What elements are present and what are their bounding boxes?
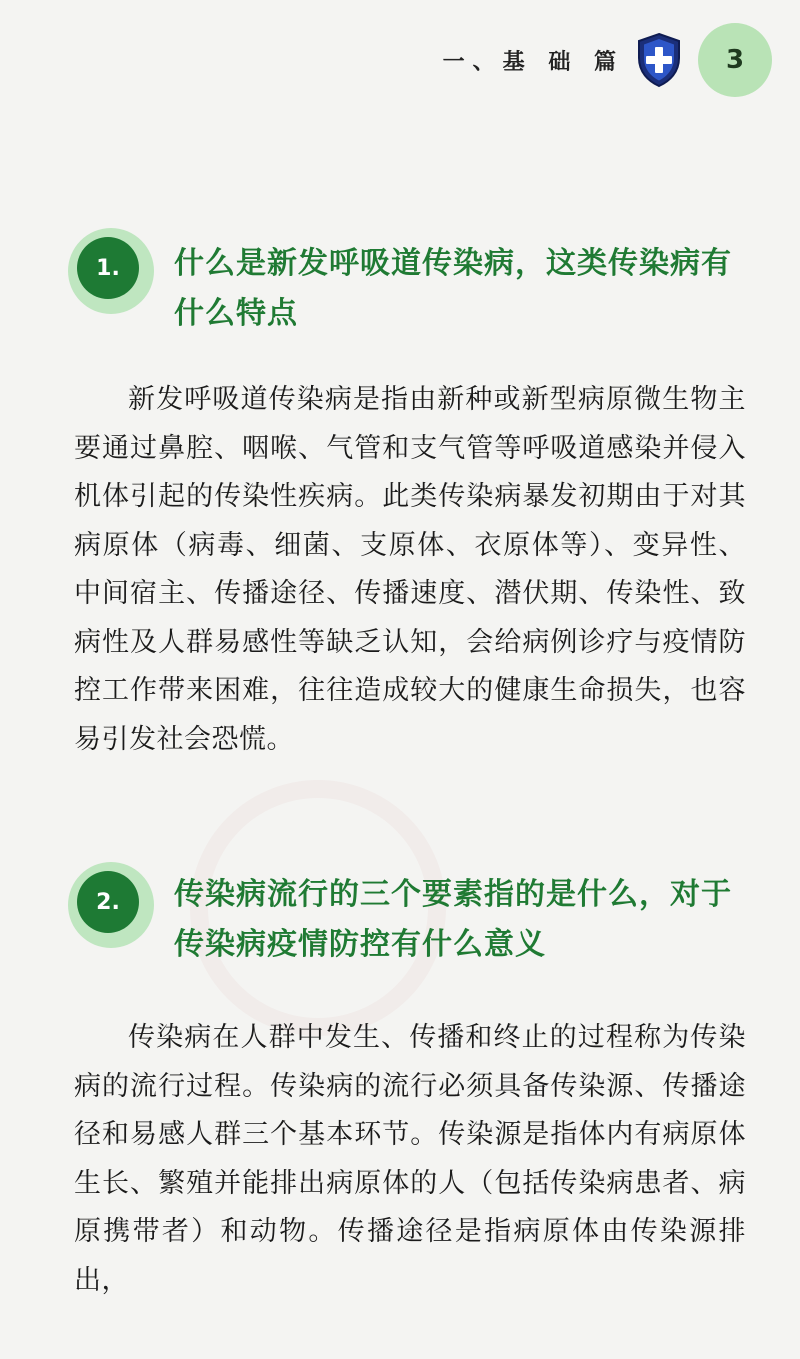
question-2 (68, 862, 760, 972)
question-1 (68, 228, 760, 338)
question-title: 什么是新发呼吸道传染病，这类传染病有什么特点 (174, 246, 732, 331)
question-title: 传染病流行的三个要素指的是什么，对于传染病疫情防控有什么意义 (174, 877, 732, 962)
answer-paragraph: 传染病在人群中发生、传播和终止的过程称为传染病的流行过程。传染病的流行必须具备传染源、传播途径和易感人群三个基本环节。传染源是指体内有病原体生长、繁殖并能排出病原体的人（包括传染病患者、病原携带者）和动物。传播途径是指病原体由传染源排出， (74, 1022, 746, 1296)
shield-cross-icon (636, 32, 682, 88)
page-number: 3 (698, 23, 772, 97)
page-header (443, 28, 772, 92)
question-number-badge (68, 228, 154, 314)
question-number-badge (68, 862, 154, 948)
answer-paragraph: 新发呼吸道传染病是指由新种或新型病原微生物主要通过鼻腔、咽喉、气管和支气管等呼吸道感染并侵入机体引起的传染性疾病。此类传染病暴发初期由于对其病原体（病毒、细菌、支原体、衣原体等）、变异性、中间宿主、传播途径、传播速度、潜伏期、传染性、致病性及人群易感性等缺乏认知，会给病例诊疗与疫情防控工作带来困难，往往造成较大的健康生命损失，也容易引发社会恐慌。 (74, 384, 746, 755)
question-number: 2. (77, 871, 139, 933)
section-label: 一、基 础 篇 (442, 49, 624, 75)
question-number: 1. (77, 237, 139, 299)
